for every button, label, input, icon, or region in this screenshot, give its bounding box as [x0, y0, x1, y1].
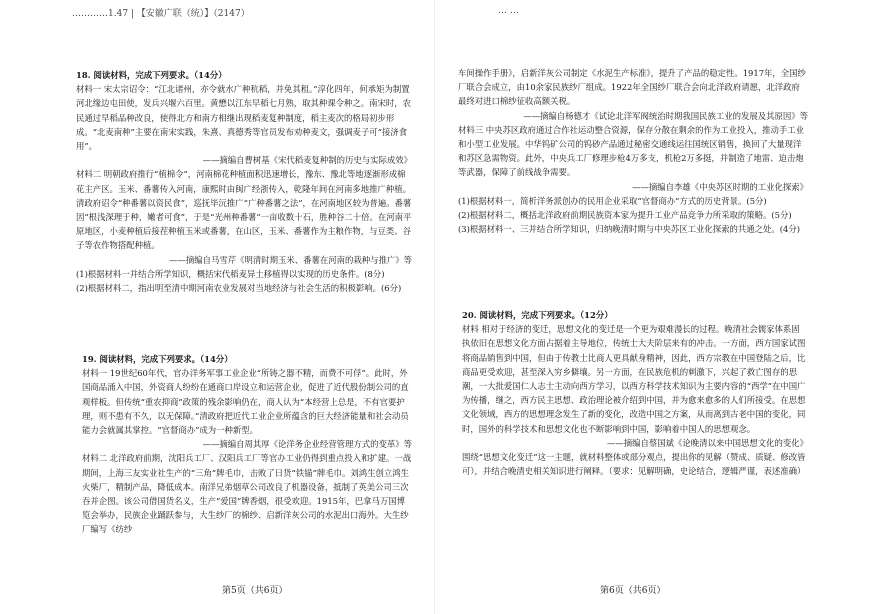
q19-ask-1: (1)根据材料一，简析洋务派创办的民用企业采取“官督商办”方式的历史背景。(5分)	[458, 195, 767, 206]
q19-material-2-source: ——摘编自杨德才《试论北洋军阀统治时期我国民族工业的发展及其原因》等	[523, 110, 808, 121]
q18-material-1-source: ——摘编自曹树基《宋代稻麦复种制的历史与实际成效》	[202, 155, 412, 166]
header-left: …………1.47 | 【安徽广联（统）】（2147）	[72, 9, 250, 19]
q19-title: 19. 阅读材料，完成下列要求。（14分）	[82, 354, 233, 364]
q18-ask-2: (2)根据材料二，指出明至清中期河南农业发展对当地经济与社会生活的积极影响。(6分)	[76, 283, 402, 294]
q20-title: 20. 阅读材料，完成下列要求。（12分）	[462, 310, 613, 320]
q18-material-2-source: ——摘编自马雪芹《明清时期玉米、番薯在河南的栽种与推广》等	[169, 254, 412, 265]
q18-title: 18. 阅读材料，完成下列要求。（14分）	[76, 70, 227, 80]
q19-material-1: 材料一 19世纪60年代，官办洋务军事工业企业“所铸之器不精，而费不可俘”。此时，外国商品涌入中国，外资商人纷纷在通商口岸设立和运营企业，促进了近代股份制公司的直观样板。但传统“重农抑商”政策的残余影响仍在，商人认为“本经营上总是，不有官要护理，则不患有不久，以无保障。”清政府把近代工业企业所蕴含的巨大经济能量和社会动员能力会就属其掌控。“官督商办”成为一种新型。	[82, 368, 409, 436]
question-20	[462, 308, 808, 478]
q18-material-1: 材料一 宋太宗诏令：“江北诸州，亦令就水广种秔稻，并免其租。”淳化四年，何承矩为制置河北缘边屯田使，发兵兴堰六百里。黄懋以江东早稻七月熟，取其种课令种之。南宋时，农民通过早稻品种改良，使得北方和南方相继出现稻麦复种制度，稻主麦次的格局初步形成。“北麦南种”主要在南宋实践，朱熹、真德秀等官员发布劝种麦文，强调麦子可“接济食用”。	[76, 84, 411, 152]
q20-material: 材料 相对于经济的变迁，思想文化的变迁是一个更为艰难漫长的过程。晚清社会儒家体系固执依旧在思想文化方面占据着主导地位，传统士大夫阶层来有的冲击。一方面，西方国家试图将商品销售到中国，但由于传教士比商人更具献身精神，因此，西方宗教在中国登陆之后，比商品更受欢迎，甚至深入穷乡僻壤。另一方面，在民族危机的刺激下，兴起了救亡图存的思潮，一大批爱国仁人志士主动向西方学习，以西方科学技术知识为主要内容的“西学”在中国广为传播，继之，西方民主思想、政治理论被介绍到中国，并为愈来愈多的人们所接受。在思想文化领域，西方的思想理念发生了新的变化，改造中国之方案，从而离到古老中国的变化，同时，国外的科学技术和思想文化也不断影响到中国，影响着中国人的思想观念。	[462, 324, 806, 434]
page-divider	[434, 0, 435, 614]
q20-material-source: ——摘编自蔡国斌《论晚清以来中国思想文化的变化》	[607, 437, 808, 448]
q19-material-3-source: ——摘编自李雄《中央苏区时期的工业化探索》	[632, 181, 808, 192]
q18-material-2: 材料二 明朝政府推行“植棉令”，河南棉花种植面积迅速增长，豫东、豫北等地逐渐形成棉花主产区。玉米、番薯传入河南，康熙时由闽广经浙传入，乾隆年间在河南多地推广种植。清政府诏令“种番薯以资民食”，巡抚毕沅推广“广种番薯之法”，在河南地区较为普遍。番薯因“根浅深理于种，嫩者可食”，于是“光州种番薯”一亩收数十石，胜种谷二十倍。在河南平原地区，小麦种植后接茬种植玉米或番薯，在山区，玉米、番薯作为主粮作物，与豆类、谷子等农作物搭配种植。	[76, 169, 412, 251]
right-page-continuation	[458, 66, 808, 236]
q19-material-3: 材料三 中央苏区政府通过合作社运动整合资源，保存分散在剩余的作为工业投入，推动手工业和小型工业发展。中华钨矿公司的钨砂产品通过秘密交通线运往国统区销售，换回了大量现洋和苏区急需物资。此外，中央兵工厂修理步枪4万多支，机枪2万多挺，并制造了地雷、迫击炮等武器，保障了前线战争需要。	[458, 124, 805, 178]
question-19	[82, 352, 412, 537]
question-18	[76, 68, 412, 295]
q20-task: 围绕“思想文化变迁”这一主题，就材料整体或部分观点，提出你的见解（赞成、质疑、修改皆可），并结合晚清史相关知识进行阐释。（要求：见解明确，史论结合，逻辑严谨，表述准确）	[462, 452, 806, 477]
q19-material-2: 材料二 北洋政府前期，沈阳兵工厂、汉阳兵工厂等官办工业仍得到重点投入和扩建。一战期间，上海三友实业社生产的“三角”牌毛巾，击败了日货“铁锚”牌毛巾。刘鸿生创立鸿生火柴厂，精制产品，降低成本。南洋兄弟烟草公司改良了机器设备，抵制了英美公司三次吞并企图。该公司借国货名义，生产“爱国”牌香烟，很受欢迎。1915年，巴拿马万国博览会举办，民族企业踊跃参与，大生纱厂的棉纱、启新洋灰公司的水泥出口海外。大生纱厂编写《纺纱	[82, 453, 412, 535]
q19-material-1-source: ——摘编自周其厚《论洋务企业经营管理方式的变革》等	[202, 439, 412, 450]
q19-material-2-cont: 车间操作手册》，启新洋灰公司制定《水泥生产标准》，提升了产品的稳定性。1917年，全国纱厂联合会成立，由10余家民族纱厂组成。1922年全国纱厂联合会向北洋政府请愿，北洋政府最终对进口棉纱征收高额关税。	[458, 68, 806, 107]
q19-ask-2: (2)根据材料二，概括北洋政府前期民族资本家为提升工业产品竞争力所采取的策略。(5分)	[458, 210, 792, 221]
q19-ask-3: (3)根据材料一、三并结合所学知识，归纳晚清时期与中央苏区工业化探索的共通之处。(4分)	[458, 224, 800, 235]
page-6-footer: 第6页（共6页）	[600, 586, 666, 596]
page-5-footer: 第5页（共6页）	[222, 586, 288, 596]
header-right: … …	[498, 6, 519, 16]
q18-ask-1: (1)根据材料一并结合所学知识，概括宋代稻麦异土移植得以实现的历史条件。(8分)	[76, 268, 385, 279]
